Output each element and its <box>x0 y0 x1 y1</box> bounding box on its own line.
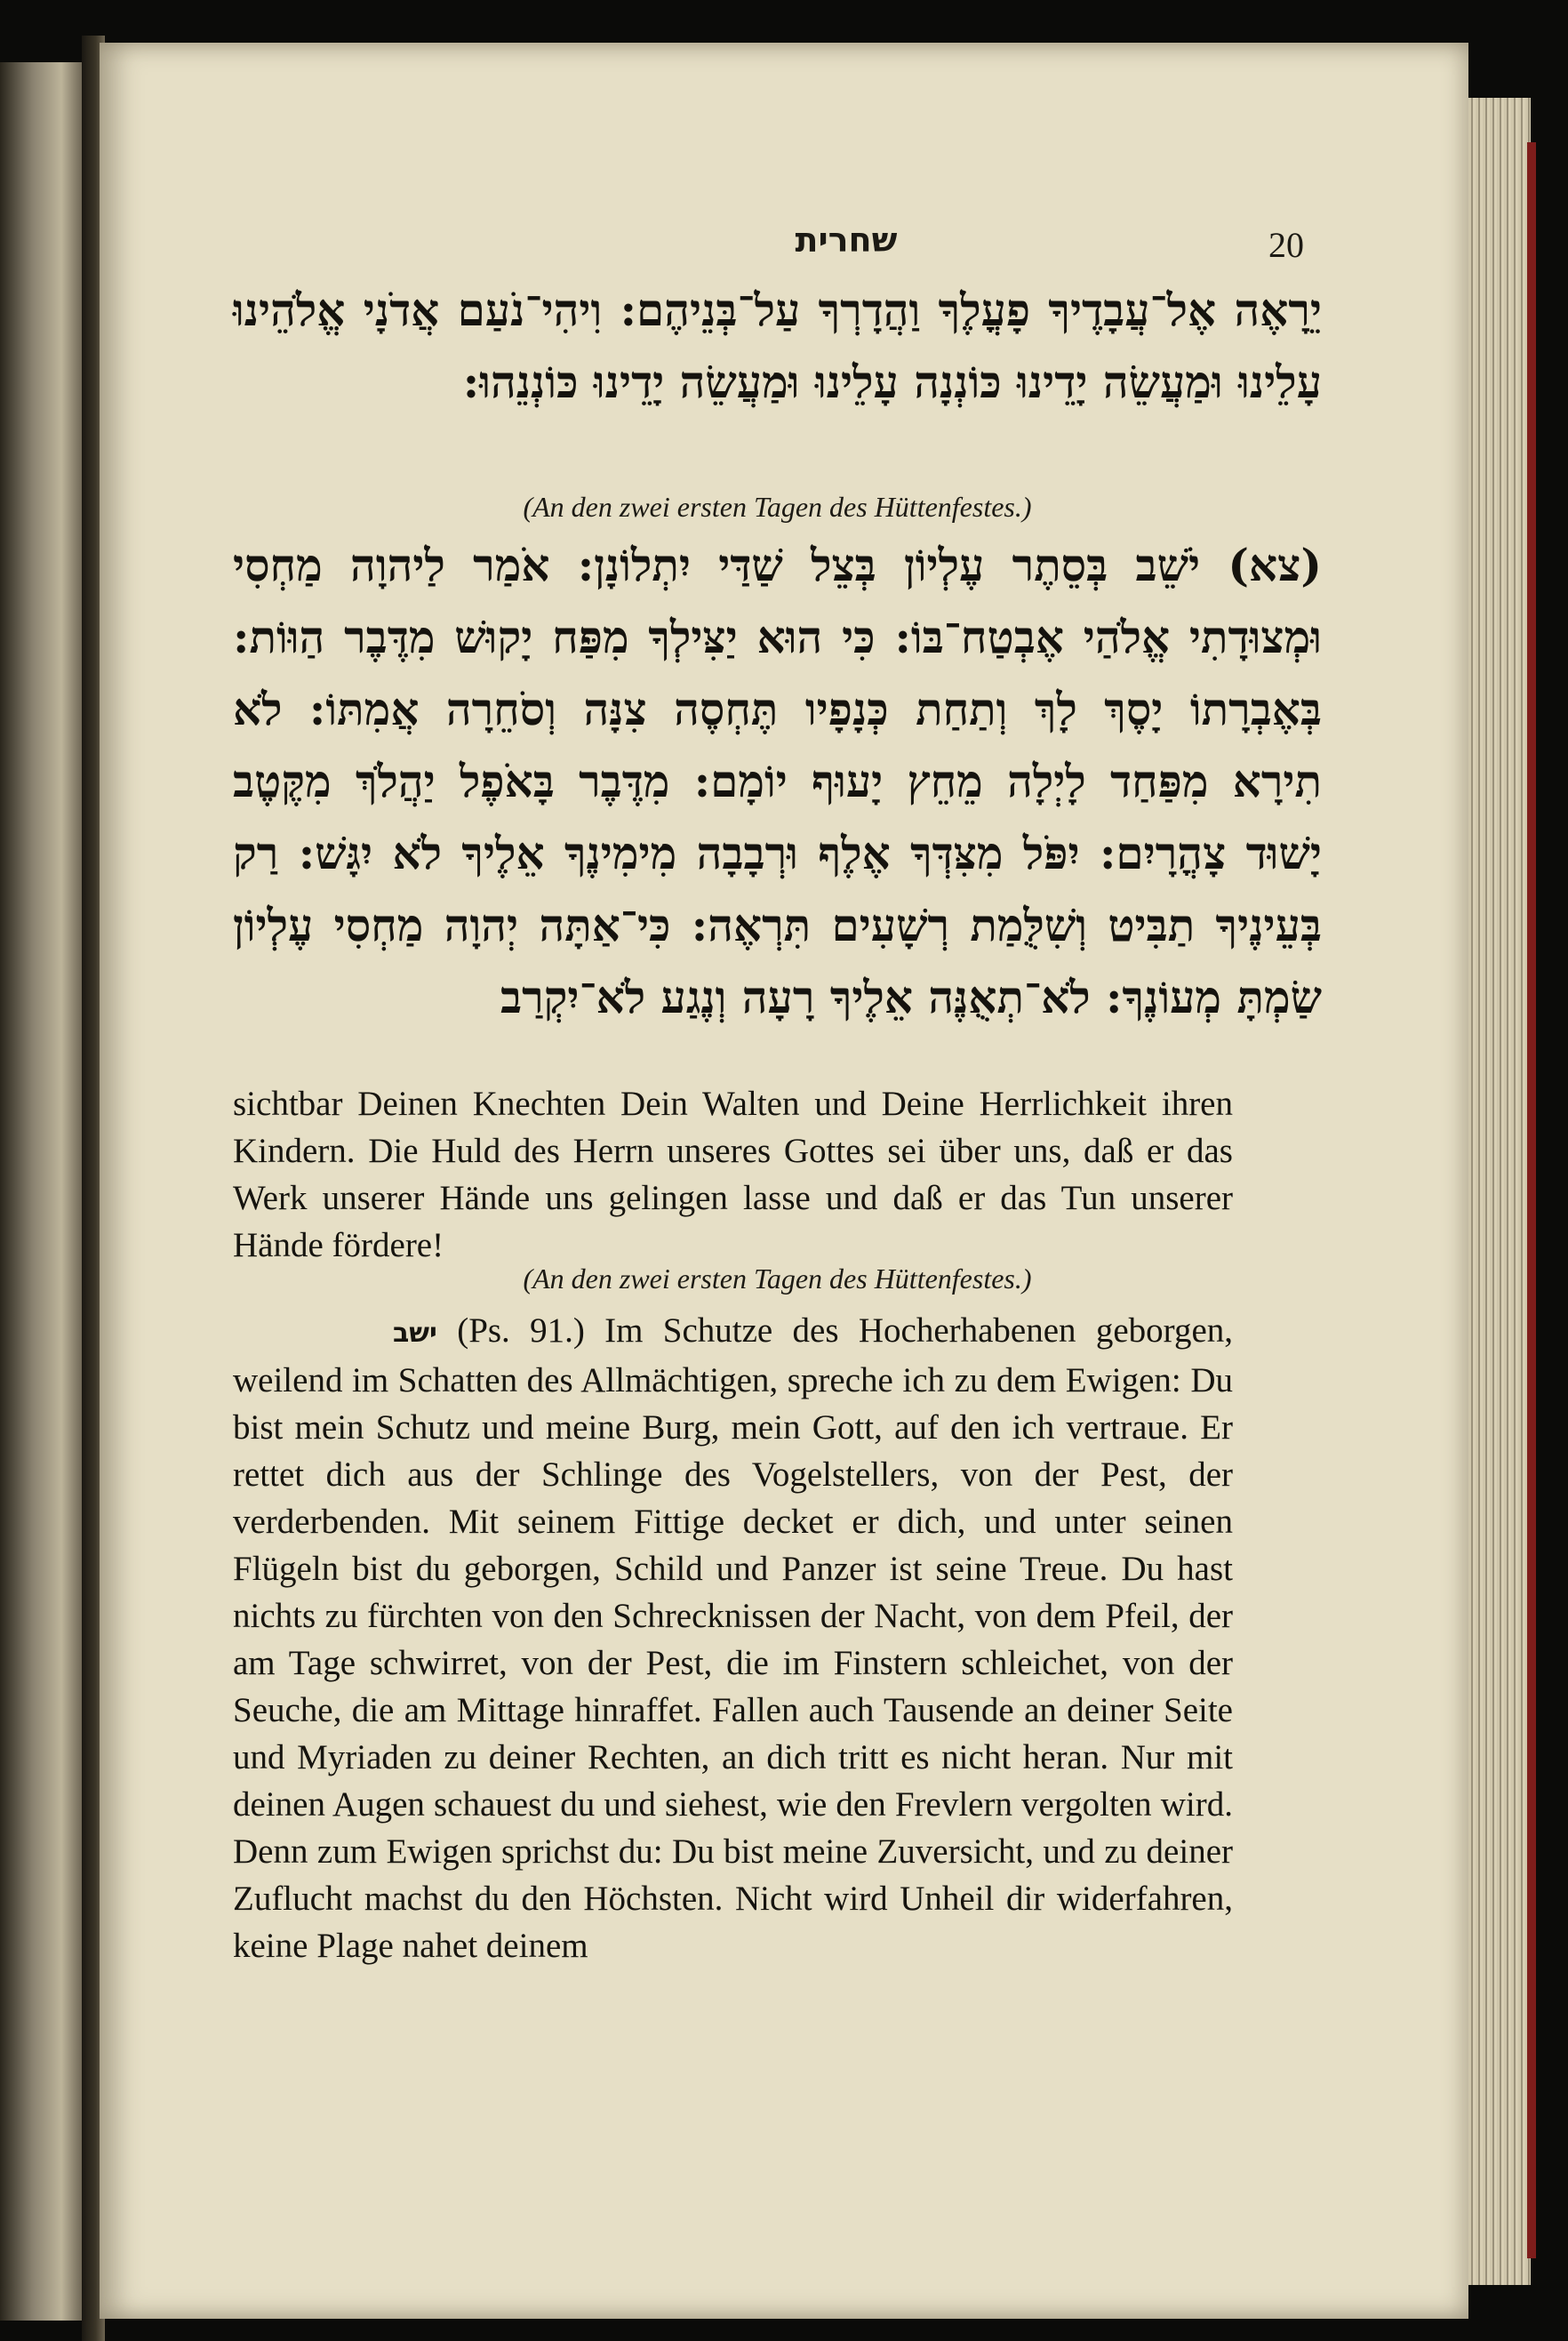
hebrew-marker: ישב <box>393 1318 437 1349</box>
page-number: 20 <box>1268 225 1304 265</box>
hebrew-psalm-91: (צא) יֹשֵׁב בְּסֵתֶר עֶלְיוֹן בְּצֵל שַׁדַּי יִתְלוֹנָן: אֹמַר לַיהוָה מַחְסִי וּמְצוּדָתִי אֱלֹהַי אֶבְטַח־בּוֹ: כִּי הוּא יַצִּילְךָ מִפַּח יָקוּשׁ מִדֶּבֶר הַוּוֹת: בְּאֶבְרָתוֹ יָסֶךְ לָךְ וְתַחַת כְּנָפָיו תֶּחְסֶה צִנָּה וְסֹחֵרָה אֲמִתּוֹ: לֹא תִירָא מִפַּחַד לָיְלָה מֵחֵץ יָעוּף יוֹמָם: מִדֶּבֶר בָּאֹפֶל יַהֲלֹךְ מִקֶּטֶב יָשׁוּד צָהֳרָיִם: יִפֹּל מִצִּדְּךָ אֶלֶף וּרְבָבָה מִימִינֶךָ אֵלֶיךָ לֹא יִגָּשׁ: רַק בְּעֵינֶיךָ תַבִּיט וְשִׁלֻּמַת רְשָׁעִים תִּרְאֶה: כִּי־אַתָּה יְהוָה מַחְסִי עֶלְיוֹן שַׂמְתָּ מְעוֹנֶךָ: לֹא־תְאֻנֶּה אֵלֶיךָ רָעָה וְנֶגַע לֹא־יִקְרַב <box>233 539 1322 1023</box>
page-header <box>100 220 1468 274</box>
german-psalm-text: (Ps. 91.) Im Schutze des Hocherhabenen geborgen, weilend im Schatten des Allmächtigen, spreche ich zu dem Ewigen: Du bist mein Schutz und meine Burg, mein Gott, auf den ich vertraue. Er rettet dich aus der Schlinge des Vogelstellers, von der Pest, der verderbenden. Mit seinem Fittige decket er dich, und unter seinen Flügeln bist du geborgen, Schild und Panzer ist seine Treue. Du hast nichts zu fürchten von den Schrecknissen der Nacht, von dem Pfeil, der am Tage schwirret, von der Pest, die im Finstern schleichet, von der Seuche, die am Mittage hinraffet. Fallen auch Tausende an deiner Seite und Myriaden zu deiner Rechten, an dich tritt es nicht heran. Nur mit deinen Augen schauest du und siehest, wie den Frevlern vergolten wird. Denn zum Ewigen sprichst du: Du bist meine Zuversicht, und zu deiner Zuflucht machst du den Höchsten. Nicht wird Unheil dir widerfahren, keine Plage nahet deinem <box>233 1311 1234 1965</box>
hebrew-text-top: יֵרָאֶה אֶל־עֲבָדֶיךָ פָעֳלֶךָ וַהֲדָרְךָ עַל־בְּנֵיהֶם: וִיהִי־נֹעַם אֲדֹנָי אֱלֹהֵינוּ עָלֵינוּ וּמַעֲשֵׂה יָדֵינוּ כּוֹנְנָה עָלֵינוּ וּמַעֲשֵׂה יָדֵינוּ כּוֹנְנֵהוּ: <box>233 284 1322 408</box>
rubric-hebrew-section: (An den zwei ersten Tagen des Hüttenfestes.) <box>523 491 1032 523</box>
red-page-edge <box>1527 142 1536 2258</box>
german-translation-top: sichtbar Deinen Knechten Dein Walten und Deine Herrlichkeit ihren Kindern. Die Huld des Herrn unseres Gottes sei über uns, daß er das Werk unserer Hände uns gelingen lasse und daß er das Tun unserer Hände fördere! <box>233 1085 1233 1264</box>
rubric-german-section: (An den zwei ersten Tagen des Hüttenfestes.) <box>523 1263 1032 1295</box>
german-psalm-91 <box>233 1307 1233 1969</box>
running-title: שחרית <box>795 220 898 260</box>
previous-page-edge <box>0 62 82 2321</box>
page-stack-edge <box>1468 98 1531 2285</box>
